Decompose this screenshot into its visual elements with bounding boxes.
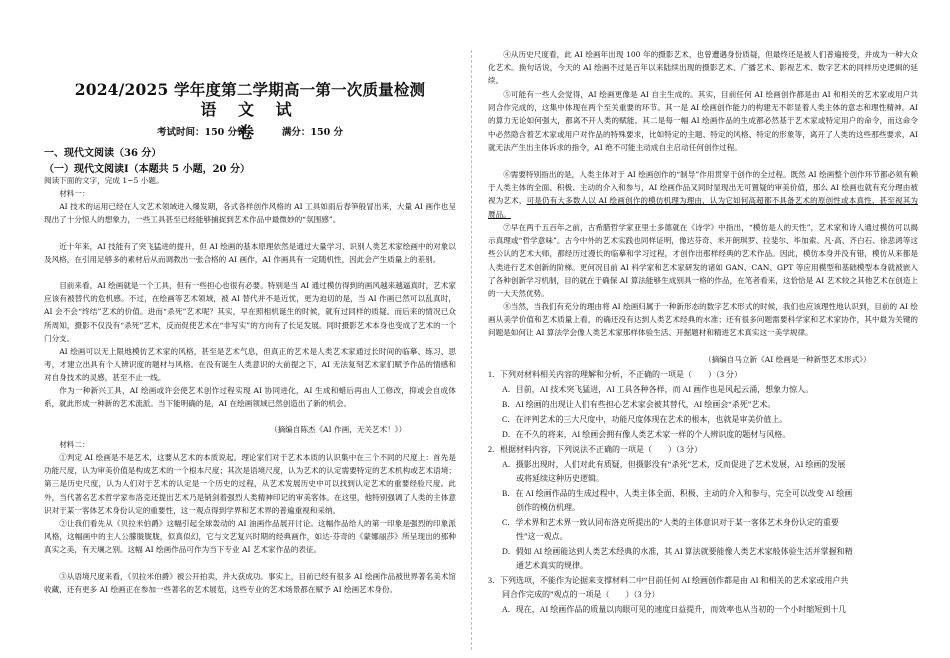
option-d[interactable]: D．在不久的将来，AI 绘画会拥有像人类艺术家一样的个人辨识度的题材与风格。 xyxy=(502,430,791,439)
material-1-paragraph: 作为一种新兴工具，AI 绘画或许会使艺术创作过程实现 AI 协同进化，AI 生成和蜡后再由人工修改，抑或会自成体系，就此形成一种新的艺术流派。当下能明确的是，AI 在绘画领域已然创造出了新的机会。 xyxy=(44,386,456,409)
underlined-sentence: 可是仍有大多数人以 AI 绘画创作的模仿机理为理由，认为它如何高超都不具备艺术的原创性或本真性，甚至视其为赝品。 xyxy=(488,196,918,219)
instruction: 阅读下面的文字，完成 1~5 小题。 xyxy=(44,176,164,185)
option-d[interactable]: D．假如 AI 绘画能达到人类艺术经典的水准，其 AI 算法就要能像人类艺术家般体验生活并掌握和精 xyxy=(502,547,853,556)
material-2-source: （摘编自马立新《AI 绘画是一种新型艺术形式》） xyxy=(704,355,871,364)
exam-title: 2024/2025 学年度第二学期高一第一次质量检测 xyxy=(74,80,426,99)
material-1-source: （摘编自陈杰《AI 作画，无关艺术！》） xyxy=(270,425,407,434)
material-2-paragraph: ②让我们看先从《贝拉米伯爵》这幅引起全球轰动的 AI 油画作品展开讨论。这幅作品给人的第一印象是强烈的印象派风格，这幅画中的主人公朦胧胧胧，似真似幻，它与文艺复兴时期的经典画作，如达·芬奇的《蒙娜丽莎》所呈现出的那种真实之美，有天壤之别。这幅 AI 绘画作品可作为当下专业 AI 艺术家作品的表征。 xyxy=(44,519,456,555)
option-b-continued: 创作的模仿机理。 xyxy=(516,503,580,512)
option-a[interactable]: A．摄影出现时，人们对此有质疑，但摄影没有“杀死”艺术，反而促进了艺术发展，AI 绘画的发展 xyxy=(502,460,846,469)
option-b[interactable]: B．AI 绘画的出现让人们有些担心艺术家会被其替代，AI 绘画会“杀死”艺术。 xyxy=(502,400,776,409)
column-divider xyxy=(471,50,472,650)
option-b[interactable]: B．在 AI 绘画作品的生成过程中，人类主体全面、积极、主动的介入和参与，完全可以改变 AI 绘画 xyxy=(502,489,853,498)
material-2-paragraph: ④从历史尺度看，此 AI 绘画年出现 100 年的摄影艺术，也曾遭遇身份质疑，但最终还是被人们普遍接受，并成为一种大众化艺术。换句话说，今天的 AI 绘画不过是百年以来陆续出现的摄影艺术、广播艺术、影视艺术、数字艺术的同样历史逻辑的延续。 xyxy=(488,50,918,86)
question-3: 3．下列选项，不能作为论据来支撑材料二中“目前任何 AI 绘画创作都是由 AI 和相关的艺术家或用户共 xyxy=(488,576,849,585)
option-a[interactable]: A．目前，AI 技术突飞猛进，AI 工具各种各样，而 AI 画作也是风起云涌，想象力惊人。 xyxy=(502,385,814,394)
material-2-paragraph: ⑤可能有一些人会觉得，AI 绘画更像是 AI 自主生成的。其实，目前任何 AI 绘画创作都是由 AI 和相关的艺术家或用户共同合作完成的，这集中体现在两个至关重要的环节。其一是 AI 绘画创作能力的构建无不彰显着人类主体的意志和理性精神。AI 的算力无论如何强大，都离不开人类的赋能。其二是每一幅 AI 绘画作品的生成都必然基于艺术家或特定用户的命令，而这命令中必然隐含着艺术家或用户对作品的特殊要求，比如特定的主题、特定的风格、特定的形象等，离开了人类的这些那些要求，AI 就无法产生出主体诉求的指令，AI 绝不可能主动成自主启动任何创作过程。 xyxy=(488,90,918,152)
material-2-paragraph xyxy=(488,168,918,221)
option-d-continued: 通艺术真实的规律。 xyxy=(516,561,588,570)
option-c[interactable]: C．学术界和艺术界一致认同布洛克所提出的“人类的主体意识对于某一客体艺术身份认定的重要 xyxy=(502,518,839,527)
option-c[interactable]: C．在评判艺术的三大尺度中，功能尺度体现在艺术的根本，也就是审美价值上。 xyxy=(502,415,788,424)
question-1: 1．下列对材料相关内容的理解和分析，不正确的一项是（ ）（3 分） xyxy=(488,370,742,379)
subject-title: 语 文 试 卷 xyxy=(200,100,300,142)
material-1-label: 材料一： xyxy=(59,189,90,198)
material-2-paragraph: ①判定 AI 绘画是不是艺术，这要从艺术的本质说起。理论家们对于艺术本质的认识集中在三个不同的尺度上：首先是功能尺度，认为审美价值是构成艺术的一个根本尺度；其次是语境尺度，认为艺术的认定需要特定的艺术机构或艺术语境；第三是历史尺度，认为人们对于艺术的认定是一个历史的过程，从艺术发展历史中可以找到认定艺术的重要经验尺度。此外，当代著名艺术哲学家布洛克还提出艺术乃是销剑着强烈人类精神印记的审美客体。在这里，他特别强调了人类的主体意识对于某一客体艺术身份认定的重要性，这一观点得到学界和艺术界的普遍重视和采纳。 xyxy=(44,453,456,515)
paragraph-text: ⑥需要特别指出的是，人类主体对于 AI 绘画创作的“制导”作用贯穿于创作的全过程。既然 AI 绘画整个创作环节都必须有赖于人类主体的全面、积极、主动的介入和参与，AI 绘画作品又同时显现出无可置疑的审美价值，那么 AI 绘画也就有充分理由被视为艺术， xyxy=(488,170,918,206)
question-3-continued: 同合作完成的”观点的一项是（ ）（3 分） xyxy=(502,590,660,599)
material-1-paragraph: 近十年来，AI 技能有了突飞猛进的提升，但 AI 绘画的基本原理依然是通过大量学习、识别人类艺术家绘画中的对象以及风格，在引用足够多的素材后从而调教出一张合格的 AI 画作，AI 作画具有一定随机性，因此会产生质量上的差别。 xyxy=(44,242,456,265)
question-2: 2．根据材料内容，下列说法不正确的一项是（ ）（3 分） xyxy=(488,445,702,454)
material-2-paragraph: ⑦早在两千五百年之前，古希腊哲学家亚里士多德就在《诗学》中指出，“模仿是人的天性”，艺术家和诗人通过模仿可以揭示真理或“哲学意味”。古今中外的艺术实践也同样证明，像达芬奇、米开朗琪罗、拉斐尔、毕加索、凡·高、齐白石、徐悲鸿等这些公认的艺术大师，都经历过漫长的临摹和学习过程，才创作出那样经典的艺术作品。因此，模仿本身并没有错，模仿从来都是人类进行艺术创新的阶梯。更何况目前 AI 科学家和艺术家研发的诸如 GAN、CAN、GPT 等应用模型和基础模型本身就被嵌入了各种创新学习机制，目的就在于确保 AI 算法能够生成别具一格的作品，在笔者看来，这恰恰是 AI 艺术较之其他艺术在创造上的一大天然优势。 xyxy=(488,223,918,299)
option-a[interactable]: A．现在，AI 绘画作品的质量以肉眼可见的速度日益提升，而效率也从当初的一个小时缩短到十几 xyxy=(502,605,847,614)
option-a-continued: 或将延续这种历史逻辑。 xyxy=(516,474,604,483)
exam-info xyxy=(80,124,420,138)
material-2-label: 材料二： xyxy=(59,440,90,449)
exam-score: 满分：150 分 xyxy=(281,127,344,138)
material-1-paragraph: 目前来看，AI 绘画就是一个工具，但有一些担心也很有必要。特别是当 AI 通过模仿得到的画风越来越逼真时，艺术家应该有被替代的危机感。不过，在绘画等艺术领域，被 AI 替代并不是近忧，更为迫切的是，当 AI 作画已然可以乱真时，AI 会不会“终结”艺术的价值。进而“杀死”艺术呢？其实，早在照相机诞生的时候，就有过同样的质疑。而后来的情况已众所周知，摄影不仅没有“杀死”艺术，反而促使艺术在“非写实”的方向有了长足发展。同时摄影艺术本身也变成了艺术的一个门分支。 xyxy=(44,281,456,343)
material-2-paragraph: ③从语境尺度来看，《贝拉米伯爵》被公开拍卖，并大获成功。事实上，目前已经有很多 AI 绘画作品被世界著名美术馆收藏，还有更多 AI 绘画正在参加一些著名的艺术展览，这些专业的艺术场景都在赋予 AI 绘画艺术身份。 xyxy=(44,572,456,595)
material-1-paragraph: AI 绘画可以无上限地模仿艺术家的风格，甚至是艺术气息，但真正的艺术是人类艺术家通过长时间的临摹、练习、思考，才建立出具有个人辨识度的题材与风格。在没有诞生人类意识的大前提之下，AI 无法复刻艺术家们赋予作品的情感和对自身技术的灵感，甚至不止一线。 xyxy=(44,347,456,383)
exam-time: 考试时间：150 分钟 xyxy=(156,127,247,138)
material-2-paragraph: ⑧当然，当我们有充分的理由将 AI 绘画归属于一种新形态的数字艺术形式的时候，我们也应该理性地认识到，目前的 AI 绘画从美学价值和艺术质量上看，的确还没有达到人类艺术经典的水准；还有很多问题需要科学家和艺术家协作，其中最为关键的问题是如何让 AI 算法学会像人类艺术家那样体验生活、开掘题材和精进艺术真实这一美学规律。 xyxy=(488,302,918,338)
right-column xyxy=(488,0,918,658)
part-heading: （一）现代文阅读Ⅰ（本题共 5 小题，20 分） xyxy=(44,164,250,175)
section-heading: 一、现代文阅读（36 分） xyxy=(44,148,162,159)
left-column xyxy=(44,0,456,658)
option-c-continued: 性”这一观点。 xyxy=(516,532,568,541)
material-1-paragraph: AI 技术的运用已经在人文艺术领域进入爆发期，各式各样创作风格的 AI 工具如雨后春笋般冒出来，大量 AI 画作也呈现出了十分惊人的想象力，一些工具甚至已经能够捕捉到艺术作品中最微妙的“氛围感”。 xyxy=(44,202,456,225)
